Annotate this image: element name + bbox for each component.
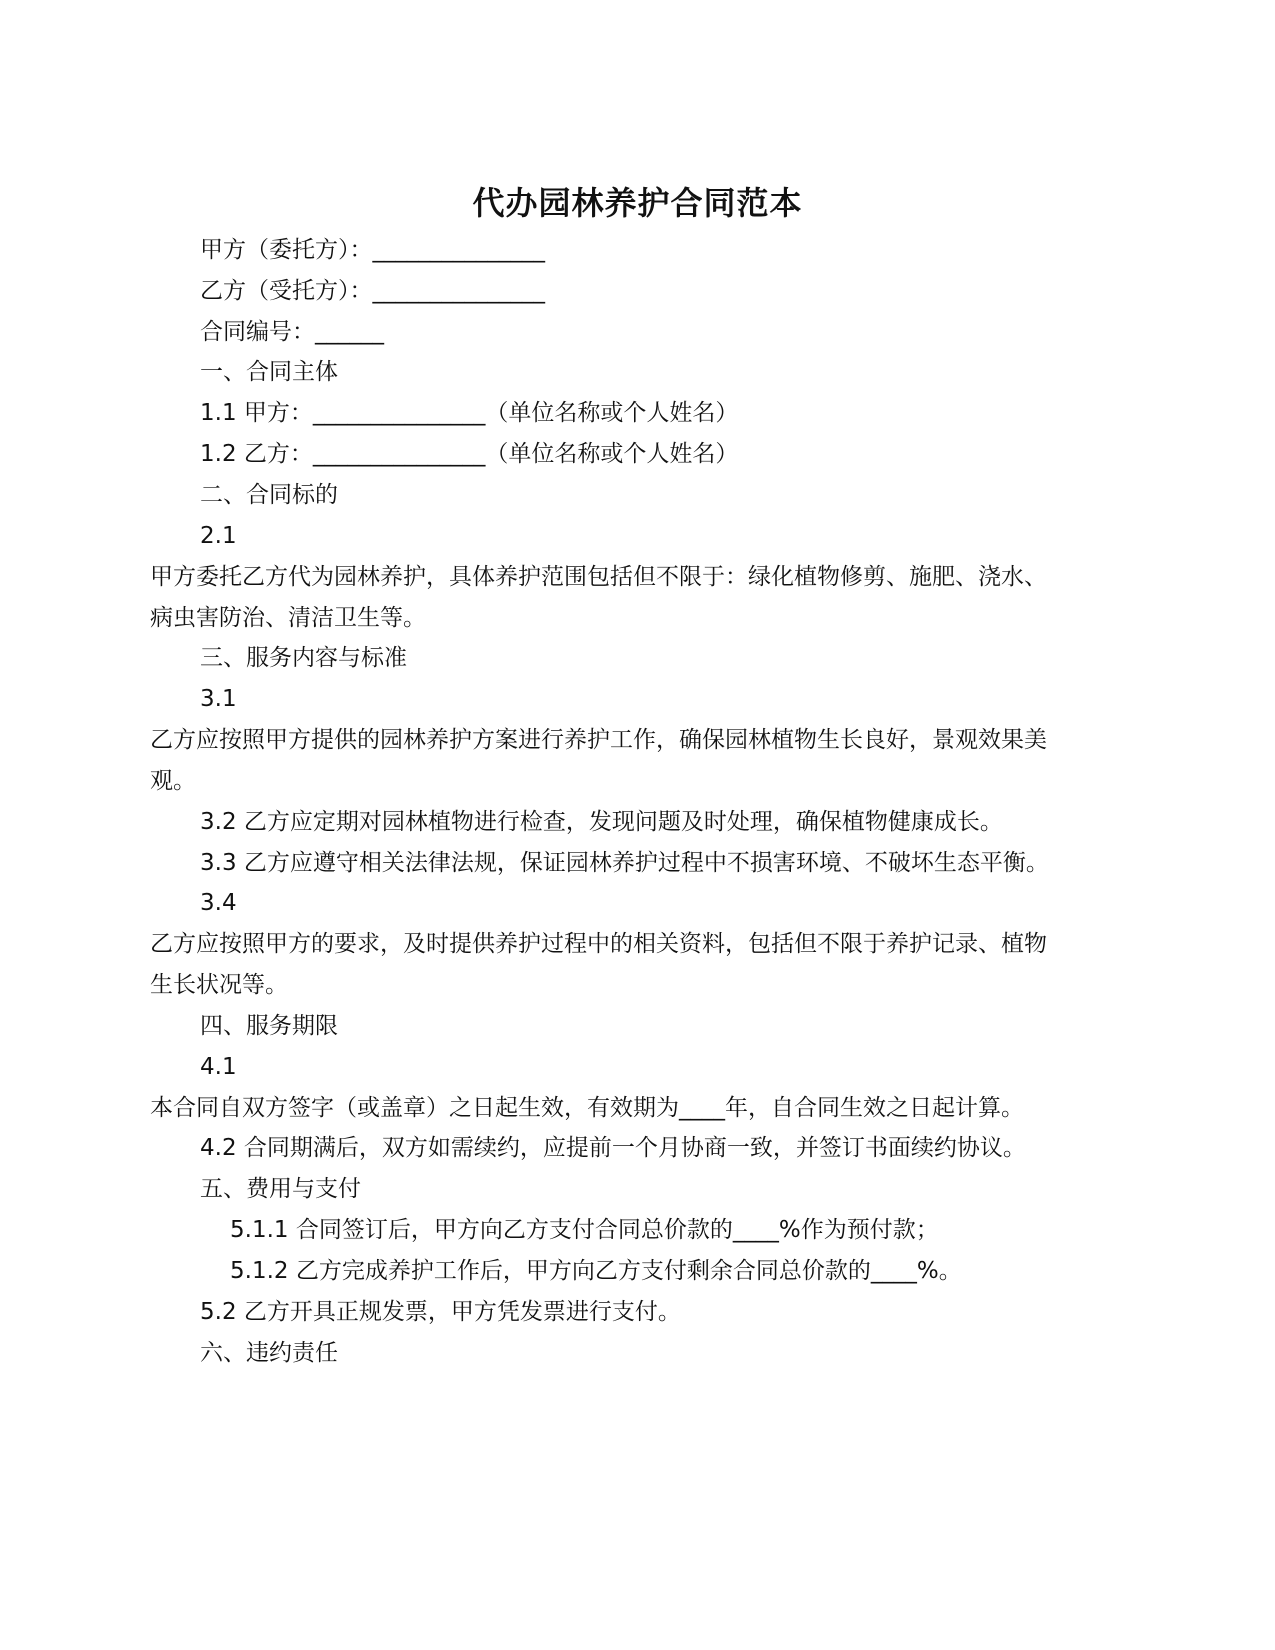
party-a-line: 甲方（委托方）：_______________: [200, 237, 545, 263]
section-heading-2: 二、合同标的: [200, 482, 338, 508]
contract-number-line: 合同编号：______: [200, 319, 384, 345]
section-heading-1: 一、合同主体: [200, 359, 338, 385]
clause-3-4-text-line-1: 乙方应按照甲方的要求，及时提供养护过程中的相关资料，包括但不限于养护记录、植物: [150, 931, 1047, 957]
clause-number-3-4: 3.4: [200, 890, 237, 916]
clause-5-1-2: 5.1.2 乙方完成养护工作后，甲方向乙方支付剩余合同总价款的____%。: [230, 1258, 962, 1284]
clause-3-2: 3.2 乙方应定期对园林植物进行检查，发现问题及时处理，确保植物健康成长。: [200, 809, 1003, 835]
section-heading-4: 四、服务期限: [200, 1013, 338, 1039]
clause-5-1-1: 5.1.1 合同签订后，甲方向乙方支付合同总价款的____%作为预付款；: [230, 1217, 939, 1243]
section-heading-6: 六、违约责任: [200, 1340, 338, 1366]
clause-number-3-1: 3.1: [200, 686, 237, 712]
clause-3-1-text-line-1: 乙方应按照甲方提供的园林养护方案进行养护工作，确保园林植物生长良好，景观效果美: [150, 727, 1047, 753]
document-title: 代办园林养护合同范本: [472, 184, 803, 222]
section-heading-3: 三、服务内容与标准: [200, 645, 407, 671]
clause-1-1: 1.1 甲方：_______________（单位名称或个人姓名）: [200, 400, 739, 426]
clause-1-2: 1.2 乙方：_______________（单位名称或个人姓名）: [200, 441, 739, 467]
clause-3-4-text-line-2: 生长状况等。: [150, 972, 288, 998]
party-b-line: 乙方（受托方）：_______________: [200, 278, 545, 304]
clause-5-2: 5.2 乙方开具正规发票，甲方凭发票进行支付。: [200, 1299, 681, 1325]
clause-number-4-1: 4.1: [200, 1054, 237, 1080]
clause-number-2-1: 2.1: [200, 523, 237, 549]
section-heading-5: 五、费用与支付: [200, 1176, 361, 1202]
clause-3-1-text-line-2: 观。: [150, 768, 196, 794]
clause-4-2: 4.2 合同期满后，双方如需续约，应提前一个月协商一致，并签订书面续约协议。: [200, 1135, 1026, 1161]
clause-2-1-text-line-2: 病虫害防治、清洁卫生等。: [150, 605, 426, 631]
clause-4-1-text: 本合同自双方签字（或盖章）之日起生效，有效期为____年，自合同生效之日起计算。: [150, 1095, 1024, 1121]
clause-2-1-text-line-1: 甲方委托乙方代为园林养护，具体养护范围包括但不限于：绿化植物修剪、施肥、浇水、: [150, 564, 1047, 590]
clause-3-3: 3.3 乙方应遵守相关法律法规，保证园林养护过程中不损害环境、不破坏生态平衡。: [200, 850, 1049, 876]
